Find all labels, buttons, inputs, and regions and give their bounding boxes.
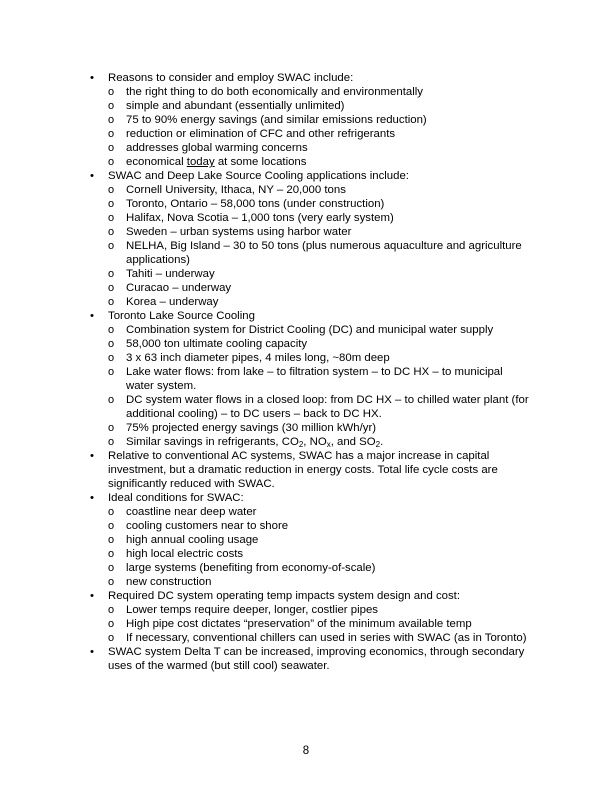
sub-bullet-text: Tahiti – underway [126,268,215,280]
sub-bullet-marker [108,281,126,295]
sub-bullet-text: cooling customers near to shore [126,520,289,532]
sub-bullet-text [126,156,306,168]
main-bullet-list [90,71,530,673]
sub-bullet-marker [108,155,126,169]
sub-bullet-item [108,239,530,267]
sub-bullet-marker [108,547,126,561]
bullet-ideal-conditions [90,491,530,589]
sub-bullet-text: If necessary, conventional chillers can used in series with SWAC (as in Toronto) [126,632,527,644]
subscript: 2 [375,440,381,449]
page-body [90,71,530,673]
sub-bullet-marker [108,435,126,449]
sub-bullet-item [108,197,530,211]
text-fragment: Similar savings in refrigerants, CO [126,436,299,448]
sub-bullet-text: Toronto, Ontario – 58,000 tons (under construction) [126,198,385,210]
sub-bullet-text: high local electric costs [126,548,244,560]
sub-bullet-text: addresses global warming concerns [126,142,308,154]
sub-bullet-marker [108,183,126,197]
bullet-text: Toronto Lake Source Cooling [108,310,255,322]
sub-bullet-marker [108,393,126,407]
sub-bullet-marker [108,365,126,379]
bullet-required-operating-temp [90,589,530,645]
sub-bullet-list [108,183,530,309]
underlined-word: today [186,156,215,168]
sub-bullet-item [108,505,530,519]
sub-bullet-marker [108,225,126,239]
sub-bullet-item [108,211,530,225]
bullet-marker [90,589,108,603]
sub-bullet-marker [108,337,126,351]
sub-bullet-list [108,603,530,645]
bullet-marker [90,71,108,85]
sub-bullet-marker [108,141,126,155]
bullet-marker [90,449,108,463]
sub-bullet-marker [108,561,126,575]
bullet-text: Ideal conditions for SWAC: [108,492,244,504]
bullet-swac-applications [90,169,530,309]
sub-bullet-text: 75 to 90% energy savings (and similar emissions reduction) [126,114,427,126]
sub-bullet-marker [108,631,126,645]
sub-bullet-item [108,85,530,99]
sub-bullet-list [108,505,530,589]
text-fragment: economical [126,156,187,168]
sub-bullet-text: Cornell University, Ithaca, NY – 20,000 tons [126,184,346,196]
sub-bullet-marker [108,603,126,617]
bullet-marker [90,491,108,505]
sub-bullet-item [108,99,530,113]
bullet-marker [90,169,108,183]
sub-bullet-text: simple and abundant (essentially unlimited) [126,100,345,112]
sub-bullet-marker [108,85,126,99]
text-fragment: . [380,436,384,448]
sub-bullet-item [108,351,530,365]
subscript: 2 [298,440,304,449]
sub-bullet-marker [108,351,126,365]
sub-bullet-marker [108,533,126,547]
sub-bullet-text: coastline near deep water [126,506,257,518]
sub-bullet-text: Sweden – urban systems using harbor water [126,226,352,238]
sub-bullet-item [108,155,530,169]
sub-bullet-item [108,547,530,561]
subscript: x [326,440,331,449]
sub-bullet-marker [108,421,126,435]
sub-bullet-item [108,365,530,393]
sub-bullet-item [108,281,530,295]
sub-bullet-item [108,113,530,127]
sub-bullet-text: NELHA, Big Island – 30 to 50 tons (plus numerous aquaculture and agriculture applications) [126,240,522,266]
sub-bullet-item [108,631,530,645]
sub-bullet-item [108,127,530,141]
sub-bullet-text: Combination system for District Cooling (DC) and municipal water supply [126,324,494,336]
sub-bullet-text: large systems (benefiting from economy-of-scale) [126,562,376,574]
text-fragment: , NO [303,436,327,448]
sub-bullet-text: reduction or elimination of CFC and other refrigerants [126,128,396,140]
bullet-marker [90,309,108,323]
sub-bullet-marker [108,267,126,281]
text-fragment: at some locations [214,156,307,168]
sub-bullet-marker [108,575,126,589]
sub-bullet-marker [108,519,126,533]
sub-bullet-text: high annual cooling usage [126,534,259,546]
sub-bullet-text: 3 x 63 inch diameter pipes, 4 miles long, ~80m deep [126,352,390,364]
sub-bullet-marker [108,197,126,211]
text-fragment: , and SO [330,436,376,448]
sub-bullet-marker [108,239,126,253]
sub-bullet-text [126,436,383,448]
sub-bullet-item [108,421,530,435]
sub-bullet-text: 75% projected energy savings (30 million kWh/yr) [126,422,377,434]
sub-bullet-item [108,225,530,239]
sub-bullet-text: Korea – underway [126,296,219,308]
sub-bullet-marker [108,113,126,127]
sub-bullet-item [108,393,530,421]
sub-bullet-text: Curacao – underway [126,282,232,294]
sub-bullet-list [108,85,530,169]
sub-bullet-item [108,337,530,351]
bullet-text: SWAC system Delta T can be increased, improving economics, through secondary uses of the warmed (but still cool) seawater. [108,646,525,672]
sub-bullet-item [108,267,530,281]
sub-bullet-item [108,183,530,197]
sub-bullet-list [108,323,530,449]
page-number: 8 [302,745,310,757]
sub-bullet-item [108,533,530,547]
sub-bullet-item [108,603,530,617]
sub-bullet-item [108,561,530,575]
bullet-relative-to-conventional-ac [90,449,530,491]
sub-bullet-item [108,617,530,631]
sub-bullet-text: DC system water flows in a closed loop: from DC HX – to chilled water plant (for additional cooling) – to DC users – back to DC HX. [126,394,529,420]
bullet-delta-t [90,645,530,673]
sub-bullet-marker [108,211,126,225]
sub-bullet-item [108,519,530,533]
bullet-text: Required DC system operating temp impacts system design and cost: [108,590,460,602]
sub-bullet-item [108,575,530,589]
sub-bullet-text: new construction [126,576,212,588]
sub-bullet-text: Halifax, Nova Scotia – 1,000 tons (very early system) [126,212,394,224]
bullet-marker [90,645,108,659]
sub-bullet-text: High pipe cost dictates “preservation” of the minimum available temp [126,618,472,630]
bullet-swac-reasons [90,71,530,169]
bullet-text: Reasons to consider and employ SWAC include: [108,72,354,84]
sub-bullet-text: 58,000 ton ultimate cooling capacity [126,338,308,350]
sub-bullet-marker [108,505,126,519]
sub-bullet-text: Lake water flows: from lake – to filtration system – to DC HX – to municipal water system. [126,366,503,392]
sub-bullet-text: Lower temps require deeper, longer, costlier pipes [126,604,379,616]
sub-bullet-marker [108,295,126,309]
bullet-text: Relative to conventional AC systems, SWAC has a major increase in capital investment, but a dramatic reduction in energy costs. Total life cycle costs are significantly reduced with SWAC. [108,450,498,490]
sub-bullet-item [108,435,530,449]
bullet-toronto-lake-source-cooling [90,309,530,449]
sub-bullet-marker [108,617,126,631]
sub-bullet-item [108,141,530,155]
sub-bullet-marker [108,99,126,113]
sub-bullet-item [108,295,530,309]
bullet-text: SWAC and Deep Lake Source Cooling applications include: [108,170,409,182]
sub-bullet-item [108,323,530,337]
sub-bullet-marker [108,127,126,141]
sub-bullet-marker [108,323,126,337]
sub-bullet-text: the right thing to do both economically and environmentally [126,86,423,98]
